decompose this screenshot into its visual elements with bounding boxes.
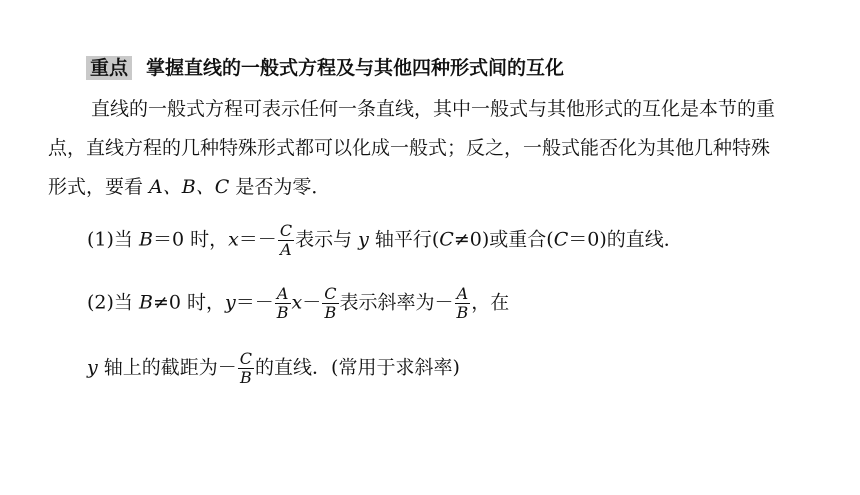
fraction-a-over-b: $\frac{A}{B}$ [276, 284, 289, 322]
key-point-tag: 重点 [86, 56, 132, 80]
paragraph-line-2: 点，直线方程的几种特殊形式都可以化成一般式；反之，一般式能否化为其他几种特殊 [48, 137, 771, 159]
fraction-c-over-b: $\frac{C}{B}$ [324, 284, 337, 322]
fraction-slope: $\frac{A}{B}$ [456, 284, 469, 322]
paragraph-line-3: 形式，要看 A、B、C 是否为零． [48, 176, 331, 198]
case-2: (2)当 B≠0 时，y＝－ $\frac{A}{B}$ x－ $\frac{C}{B}$ 表示斜率为－ $\frac{A}{B}$ ，在 [87, 284, 510, 322]
fraction-c-over-a: $\frac{C}{A}$ [279, 221, 293, 259]
fraction-intercept: $\frac{C}{B}$ [239, 349, 253, 387]
heading [86, 56, 564, 80]
paragraph-line-1: 直线的一般式方程可表示任何一条直线，其中一般式与其他形式的互化是本节的重 [91, 98, 776, 120]
case-2-continued: y 轴上的截距为－ $\frac{C}{B}$ 的直线．(常用于求斜率) [87, 349, 460, 387]
case-1: (1)当 B＝0 时，x＝－ $\frac{C}{A}$ 表示与 y 轴平行(C≠0)或重合(C＝0)的直线． [87, 221, 683, 259]
heading-title: 掌握直线的一般式方程及与其他四种形式间的互化 [146, 57, 565, 79]
